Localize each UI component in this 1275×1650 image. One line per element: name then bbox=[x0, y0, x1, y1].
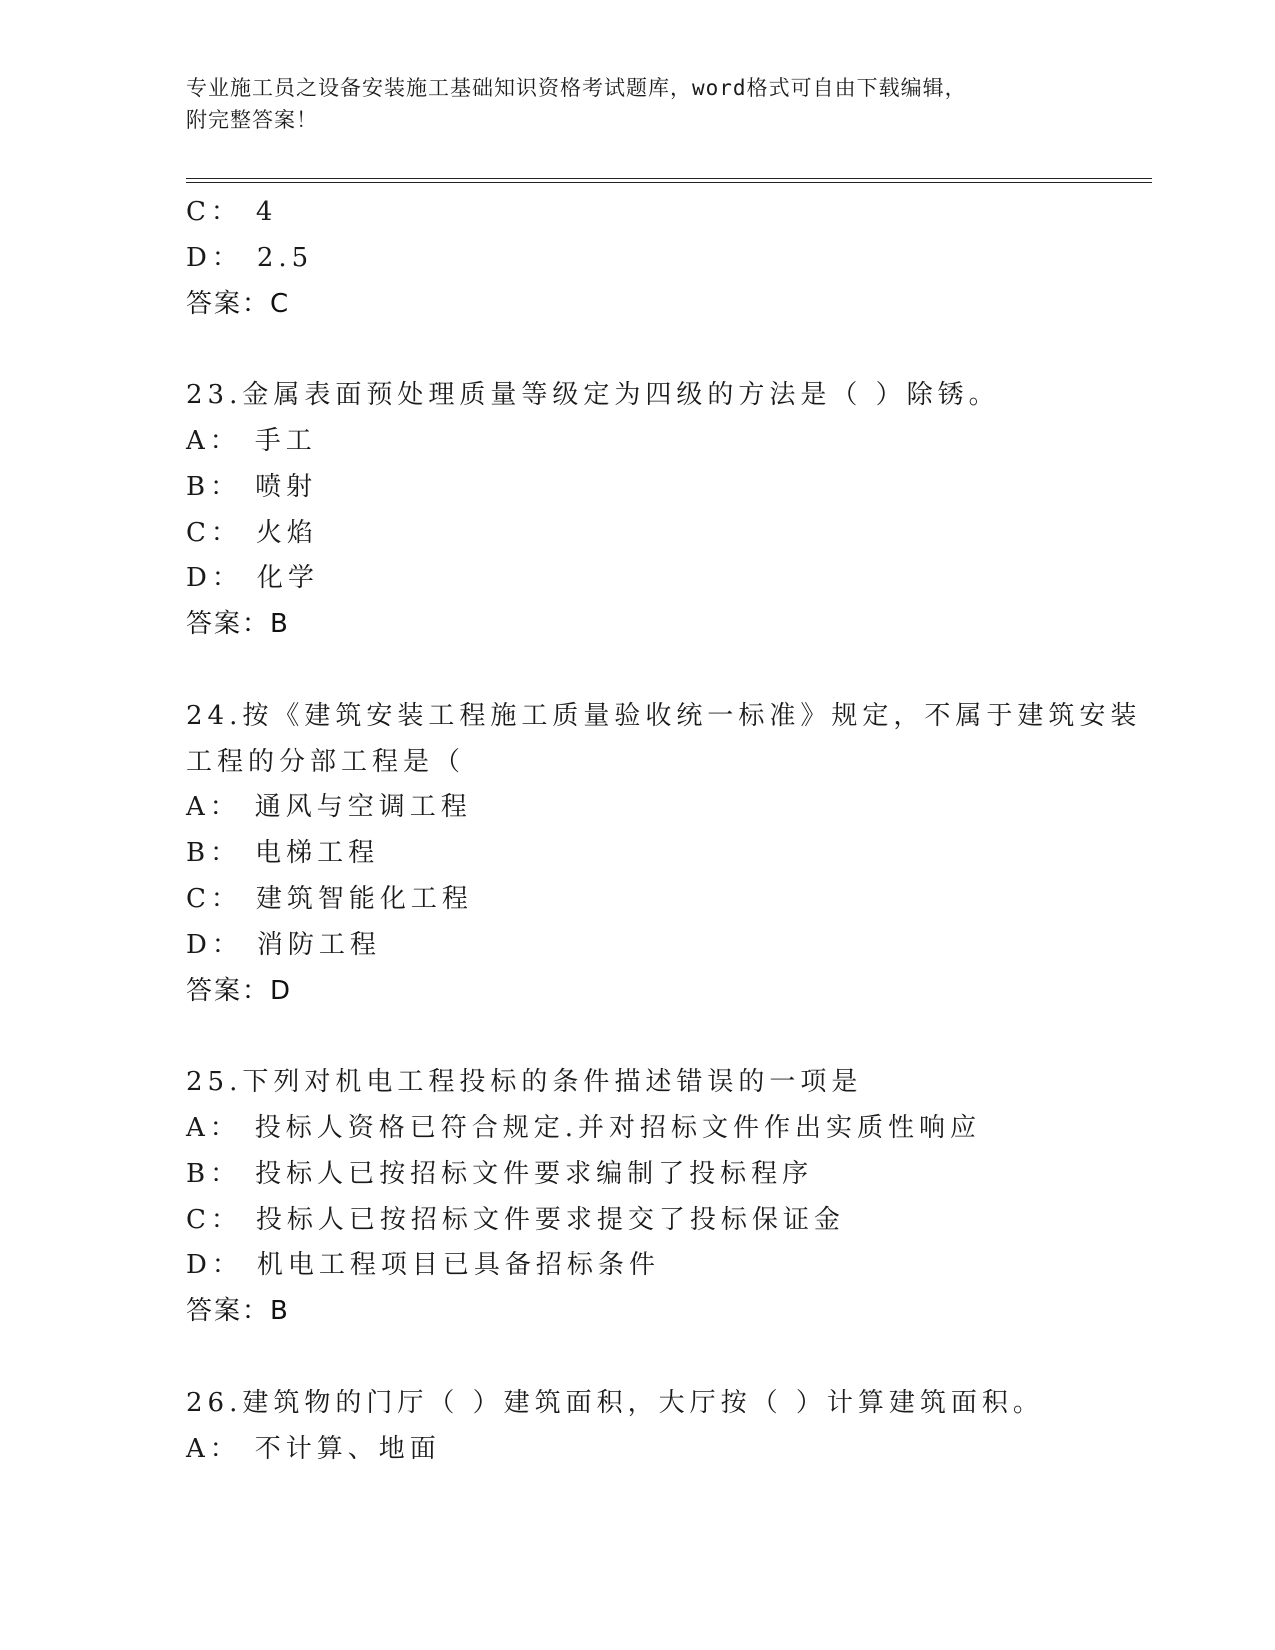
question-text: 25.下列对机电工程投标的条件描述错误的一项是 bbox=[186, 1067, 863, 1098]
header-line-1: 专业施工员之设备安装施工基础知识资格考试题库，word格式可自由下载编辑， bbox=[186, 76, 967, 100]
option-line bbox=[186, 785, 1126, 831]
option-line bbox=[186, 877, 1126, 923]
option-text: 4 bbox=[255, 197, 278, 227]
option-letter: C： bbox=[186, 883, 242, 914]
question-text: 24.按《建筑安装工程施工质量验收统一标准》规定，不属于建筑安装 bbox=[186, 700, 1142, 731]
option-line bbox=[186, 465, 1126, 511]
spacer bbox=[186, 1335, 1126, 1381]
option-line bbox=[186, 1427, 1126, 1473]
option-letter: B： bbox=[186, 471, 242, 502]
spacer bbox=[186, 327, 1126, 373]
option-text: 建筑智能化工程 bbox=[255, 883, 473, 914]
answer-line: 答案：D bbox=[186, 975, 293, 1006]
option-line bbox=[186, 831, 1126, 877]
option-line bbox=[186, 511, 1126, 557]
option-text: 喷射 bbox=[255, 471, 318, 502]
option-text: 投标人已按招标文件要求提交了投标保证金 bbox=[255, 1204, 845, 1235]
header-divider-top bbox=[186, 178, 1152, 179]
option-letter: A： bbox=[186, 1112, 241, 1143]
option-text: 火焰 bbox=[255, 517, 318, 548]
option-letter: B： bbox=[186, 838, 242, 869]
option-letter: D： bbox=[186, 242, 243, 273]
option-line bbox=[186, 1152, 1126, 1198]
option-text: 通风与空调工程 bbox=[254, 792, 472, 823]
spacer bbox=[186, 648, 1126, 694]
question-text: 26.建筑物的门厅（ ）建筑面积，大厅按（ ）计算建筑面积。 bbox=[186, 1387, 1044, 1418]
spacer bbox=[186, 1014, 1126, 1060]
option-letter: A： bbox=[186, 792, 241, 823]
answer-line: 答案：B bbox=[186, 609, 290, 640]
option-letter: D： bbox=[186, 563, 243, 594]
option-line bbox=[186, 1243, 1126, 1289]
question-text: 工程的分部工程是（ bbox=[186, 746, 466, 777]
option-line bbox=[186, 236, 1126, 282]
option-letter: C： bbox=[186, 1204, 242, 1235]
option-line bbox=[186, 190, 1126, 236]
option-text: 手工 bbox=[254, 425, 317, 456]
option-line bbox=[186, 923, 1126, 969]
option-letter: B： bbox=[186, 1158, 242, 1189]
option-text: 投标人已按招标文件要求编制了投标程序 bbox=[255, 1158, 814, 1189]
option-text: 不计算、地面 bbox=[254, 1433, 441, 1464]
option-line bbox=[186, 419, 1126, 465]
option-text: 投标人资格已符合规定.并对招标文件作出实质性响应 bbox=[254, 1112, 982, 1143]
option-letter: A： bbox=[186, 425, 241, 456]
header-divider-bottom bbox=[186, 182, 1152, 183]
option-text: 2.5 bbox=[256, 242, 314, 273]
option-letter: D： bbox=[186, 1250, 243, 1281]
answer-line: 答案：B bbox=[186, 1296, 290, 1327]
option-line bbox=[186, 1106, 1126, 1152]
option-text: 电梯工程 bbox=[255, 838, 380, 869]
option-letter: C： bbox=[186, 517, 242, 548]
question-list bbox=[186, 190, 1142, 1472]
option-text: 消防工程 bbox=[256, 929, 381, 960]
option-letter: C： bbox=[186, 197, 242, 227]
option-line bbox=[186, 1198, 1126, 1244]
header-line-2: 附完整答案！ bbox=[186, 108, 318, 132]
option-line bbox=[186, 556, 1126, 602]
question-text: 23.金属表面预处理质量等级定为四级的方法是（ ）除锈。 bbox=[186, 380, 1000, 411]
answer-line: 答案：C bbox=[186, 288, 291, 319]
document-header bbox=[186, 72, 1086, 136]
option-text: 机电工程项目已具备招标条件 bbox=[256, 1250, 660, 1281]
option-letter: A： bbox=[186, 1433, 241, 1464]
option-text: 化学 bbox=[256, 563, 319, 594]
option-letter: D： bbox=[186, 929, 243, 960]
